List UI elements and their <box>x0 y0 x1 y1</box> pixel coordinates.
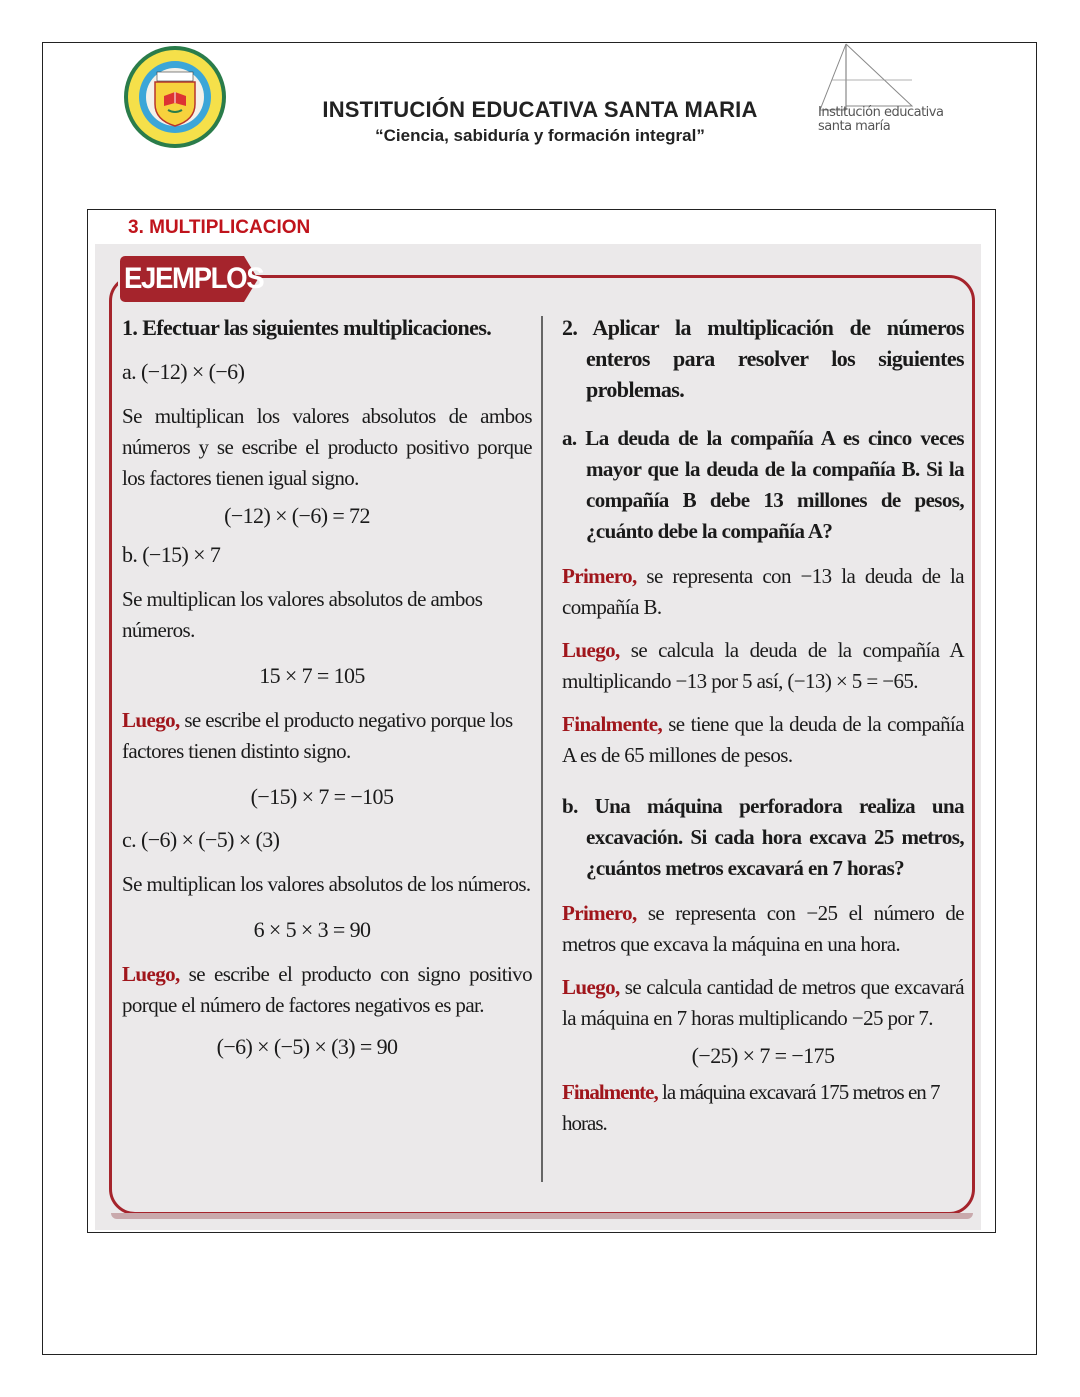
problem-b-result: (−25) × 7 = −175 <box>691 1043 835 1068</box>
example-c-text: Se multiplican los valores absolutos de los números. <box>122 872 531 896</box>
example-c-label: c. (−6) × (−5) × (3) <box>122 827 280 852</box>
example-a-result: (−12) × (−6) = 72 <box>224 503 370 528</box>
luego-label: Luego, <box>122 962 180 986</box>
right-logo-text <box>818 106 943 134</box>
problem-a-luego-para <box>562 635 964 697</box>
left-heading: 1. Efectuar las siguientes multiplicaciones. <box>122 315 492 340</box>
example-c-luego-text: se escribe el producto con signo positivo porque el número de factores negativos es par. <box>122 962 532 1017</box>
primero-label: Primero, <box>562 901 637 925</box>
example-b-label: b. (−15) × 7 <box>122 542 221 567</box>
example-c-luego-para <box>122 959 532 1021</box>
example-b-result: (−15) × 7 = −105 <box>250 784 394 809</box>
problem-b-final-para <box>562 1077 964 1139</box>
problem-a: a. La deuda de la compañía A es cinco veces mayor que la deuda de la compañía B. Si la compañía B debe 13 millones de pesos, ¿cuánto debe la compañía A? <box>562 426 964 543</box>
finalmente-label: Finalmente, <box>562 1080 658 1104</box>
problem-b-final-text: la máquina excavará 175 metros en 7 horas. <box>562 1080 940 1135</box>
right-column <box>562 312 964 1139</box>
luego-label: Luego, <box>562 975 620 999</box>
problem-a-final-para <box>562 709 964 771</box>
luego-label: Luego, <box>122 708 180 732</box>
finalmente-label: Finalmente, <box>562 712 663 736</box>
problem-a-luego-text: se calcula la deuda de la compañía A multiplicando −13 por 5 así, (−13) × 5 = −65. <box>562 638 964 693</box>
left-column <box>122 312 532 1062</box>
example-b-luego-text: se escribe el producto negativo porque los factores tienen distinto signo. <box>122 708 513 763</box>
example-a-text: Se multiplican los valores absolutos de ambos números y se escribe el producto positivo porque los factores tienen igual signo. <box>122 404 532 490</box>
problem-a-primero-text: se representa con −13 la deuda de la compañía B. <box>562 564 964 619</box>
examples-badge-label: EJEMPLOS <box>124 262 264 295</box>
example-c-mid: 6 × 5 × 3 = 90 <box>253 917 371 942</box>
problem-a-primero-para <box>562 561 964 623</box>
institution-title: INSTITUCIÓN EDUCATIVA SANTA MARIA <box>322 97 758 122</box>
right-heading: 2. Aplicar la multiplicación de números enteros para resolver los siguientes problemas. <box>562 315 964 402</box>
school-seal-logo <box>122 44 228 150</box>
example-b-luego-para <box>122 705 532 767</box>
example-b-text: Se multiplican los valores absolutos de ambos números. <box>122 587 483 642</box>
luego-label: Luego, <box>562 638 620 662</box>
example-b-mid: 15 × 7 = 105 <box>259 663 365 688</box>
example-a-label: a. (−12) × (−6) <box>122 359 245 384</box>
problem-b-luego-text: se calcula cantidad de metros que excavará la máquina en 7 horas multiplicando −25 por 7. <box>562 975 964 1030</box>
right-logo-line1: Institución educativa <box>818 105 944 120</box>
example-c-result: (−6) × (−5) × (3) = 90 <box>216 1034 398 1059</box>
problem-a-final-text: se tiene que la deuda de la compañía A es de 65 millones de pesos. <box>562 712 964 767</box>
examples-frame-shadow <box>111 1213 973 1219</box>
problem-b-primero-text: se representa con −25 el número de metros que excava la máquina en una hora. <box>562 901 964 956</box>
section-title: 3. MULTIPLICACION <box>128 217 311 238</box>
institution-motto: “Ciencia, sabiduría y formación integral” <box>375 126 705 145</box>
column-divider <box>541 316 543 1182</box>
problem-b: b. Una máquina perforadora realiza una excavación. Si cada hora excava 25 metros, ¿cuántos metros excavará en 7 horas? <box>562 794 964 880</box>
right-logo-line2: santa maría <box>818 119 891 134</box>
problem-b-luego-para <box>562 972 964 1034</box>
problem-b-primero-para <box>562 898 964 960</box>
primero-label: Primero, <box>562 564 637 588</box>
